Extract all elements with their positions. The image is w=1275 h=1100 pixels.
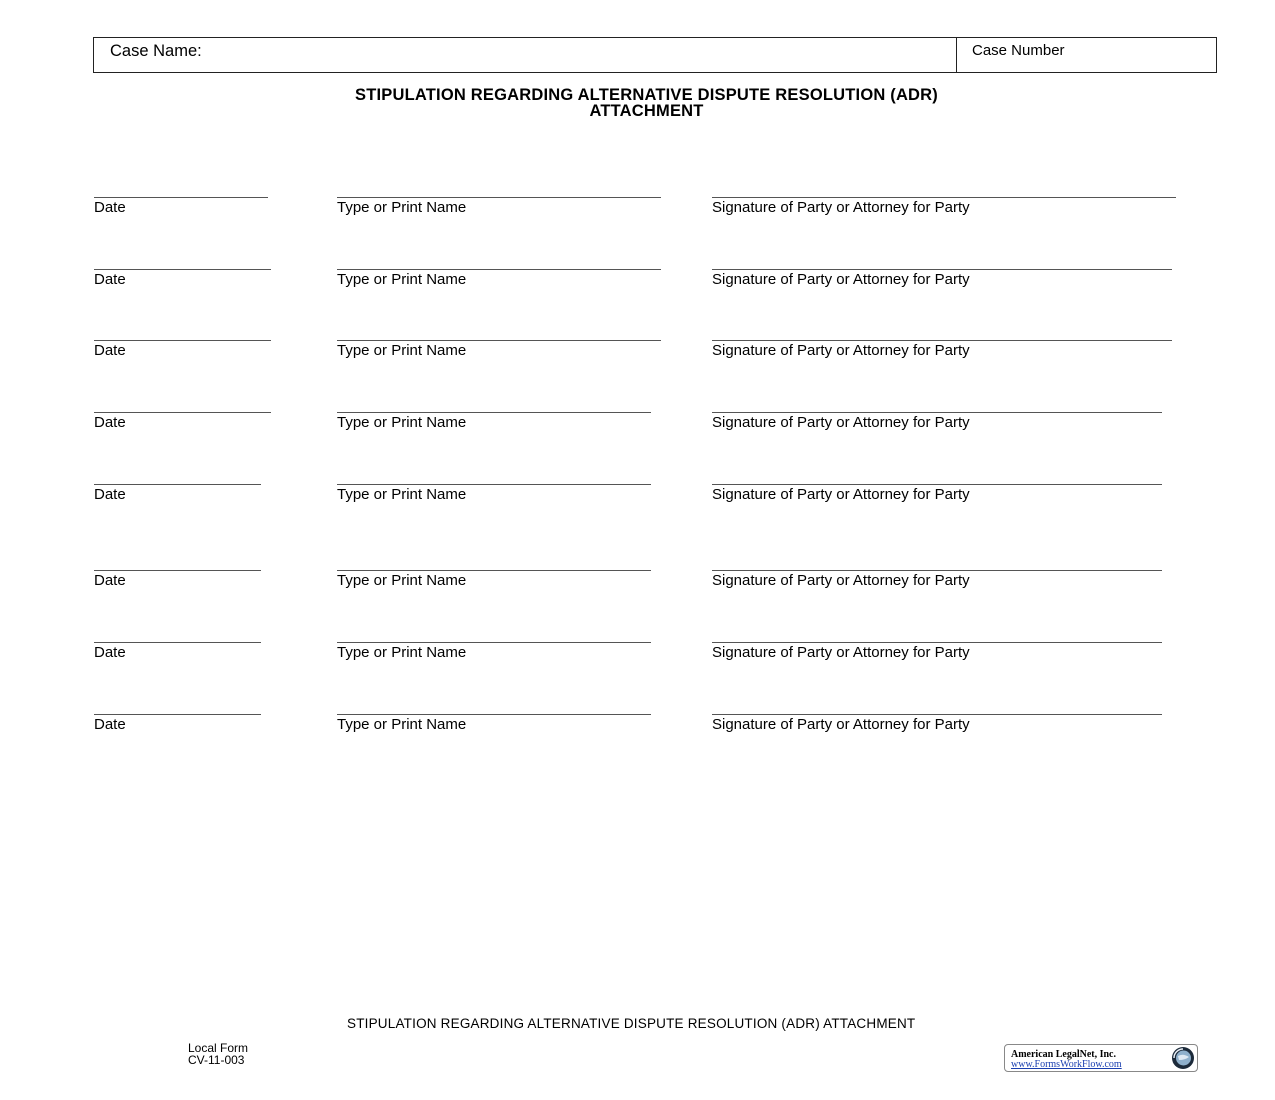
date-line[interactable]	[94, 714, 261, 715]
date-label: Date	[94, 414, 126, 431]
title-line-2: ATTACHMENT	[589, 102, 704, 120]
date-line[interactable]	[94, 484, 261, 485]
signature-label: Signature of Party or Attorney for Party	[712, 414, 970, 431]
badge-url-link[interactable]: www.FormsWorkFlow.com	[1011, 1059, 1122, 1070]
date-label: Date	[94, 716, 126, 733]
signature-line[interactable]	[712, 340, 1172, 341]
date-line[interactable]	[94, 642, 261, 643]
name-label: Type or Print Name	[337, 572, 467, 589]
name-label: Type or Print Name	[337, 199, 467, 216]
case-number-label: Case Number	[972, 42, 1065, 59]
case-name-field[interactable]	[94, 38, 957, 72]
american-legalnet-badge[interactable]	[1004, 1044, 1198, 1072]
signature-label: Signature of Party or Attorney for Party	[712, 271, 970, 288]
form-id-block	[188, 1042, 248, 1066]
name-label: Type or Print Name	[337, 716, 467, 733]
signature-label: Signature of Party or Attorney for Party	[712, 199, 970, 216]
signature-label: Signature of Party or Attorney for Party	[712, 644, 970, 661]
date-label: Date	[94, 199, 126, 216]
date-line[interactable]	[94, 570, 261, 571]
signature-row	[0, 570, 1275, 594]
signature-line[interactable]	[712, 197, 1176, 198]
date-label: Date	[94, 572, 126, 589]
name-line[interactable]	[337, 570, 651, 571]
name-line[interactable]	[337, 197, 661, 198]
signature-line[interactable]	[712, 570, 1162, 571]
date-line[interactable]	[94, 412, 271, 413]
signature-label: Signature of Party or Attorney for Party	[712, 486, 970, 503]
case-header-box	[93, 37, 1217, 73]
signature-label: Signature of Party or Attorney for Party	[712, 716, 970, 733]
date-label: Date	[94, 271, 126, 288]
document-title	[0, 87, 1275, 119]
name-line[interactable]	[337, 340, 661, 341]
signature-line[interactable]	[712, 642, 1162, 643]
date-label: Date	[94, 644, 126, 661]
date-label: Date	[94, 342, 126, 359]
signature-label: Signature of Party or Attorney for Party	[712, 342, 970, 359]
signature-line[interactable]	[712, 412, 1162, 413]
signature-row	[0, 642, 1275, 666]
signature-line[interactable]	[712, 714, 1162, 715]
date-label: Date	[94, 486, 126, 503]
globe-icon	[1171, 1046, 1195, 1070]
signature-label: Signature of Party or Attorney for Party	[712, 572, 970, 589]
date-line[interactable]	[94, 340, 271, 341]
name-label: Type or Print Name	[337, 486, 467, 503]
name-line[interactable]	[337, 412, 651, 413]
name-line[interactable]	[337, 269, 661, 270]
signature-row	[0, 714, 1275, 738]
signature-line[interactable]	[712, 484, 1162, 485]
title-line-1: STIPULATION REGARDING ALTERNATIVE DISPUTE RESOLUTION (ADR)	[355, 86, 938, 104]
signature-row	[0, 412, 1275, 436]
form-label: Local Form	[188, 1041, 249, 1055]
name-label: Type or Print Name	[337, 271, 467, 288]
date-line[interactable]	[94, 269, 271, 270]
signature-row	[0, 340, 1275, 364]
name-line[interactable]	[337, 714, 651, 715]
case-name-label: Case Name:	[110, 42, 202, 60]
name-line[interactable]	[337, 642, 651, 643]
footer-title: STIPULATION REGARDING ALTERNATIVE DISPUTE RESOLUTION (ADR) ATTACHMENT	[347, 1016, 916, 1031]
form-number: CV-11-003	[188, 1053, 245, 1067]
name-label: Type or Print Name	[337, 644, 467, 661]
signature-row	[0, 484, 1275, 508]
signature-line[interactable]	[712, 269, 1172, 270]
date-line[interactable]	[94, 197, 268, 198]
signature-row	[0, 197, 1275, 221]
badge-company: American LegalNet, Inc.	[1011, 1049, 1116, 1060]
name-line[interactable]	[337, 484, 651, 485]
case-number-field[interactable]	[957, 38, 1216, 72]
signature-row	[0, 269, 1275, 293]
name-label: Type or Print Name	[337, 342, 467, 359]
name-label: Type or Print Name	[337, 414, 467, 431]
